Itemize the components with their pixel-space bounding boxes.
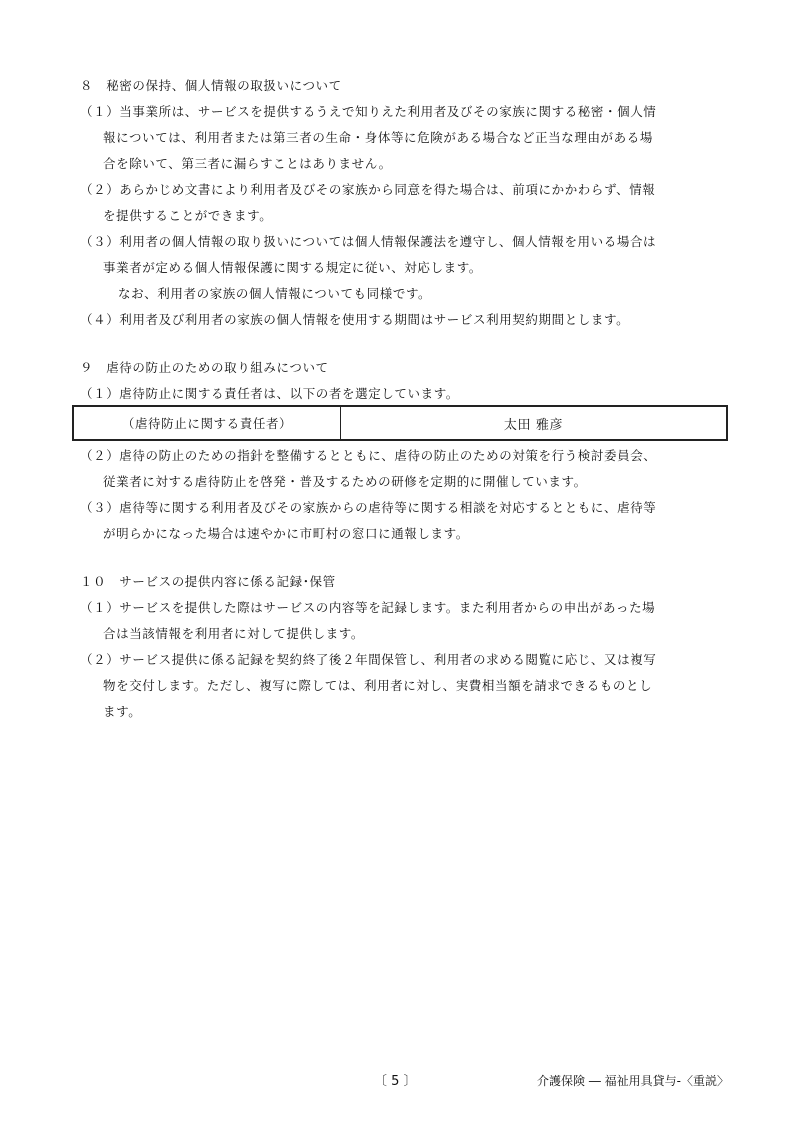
section-8-item-4-line-1: （４）利用者及び利用者の家族の個人情報を使用する期間はサービス利用契約期間とします。 bbox=[80, 312, 630, 327]
section-8-item-2-line-1: （２）あらかじめ文書により利用者及びその家族から同意を得た場合は、前項にかかわらず、情報 bbox=[80, 182, 656, 197]
officer-label-cell: （虐待防止に関する責任者） bbox=[74, 407, 341, 439]
section-10-item-1-line-2: 合は当該情報を利用者に対して提供します。 bbox=[103, 626, 365, 641]
section-8-item-3-line-2: 事業者が定める個人情報保護に関する規定に従い、対応します。 bbox=[103, 260, 482, 275]
section-8-item-3-line-1: （３）利用者の個人情報の取り扱いについては個人情報保護法を遵守し、個人情報を用いる場合は bbox=[80, 234, 657, 249]
section-9-item-3-line-1: （３）虐待等に関する利用者及びその家族からの虐待等に関する相談を対応するとともに、虐待等 bbox=[80, 500, 657, 515]
section-9-item-3-line-2: が明らかになった場合は速やかに市町村の窓口に通報します。 bbox=[103, 526, 469, 541]
section-8-item-1-line-2: 報については、利用者または第三者の生命・身体等に危険がある場合など正当な理由がある場 bbox=[103, 130, 653, 145]
document-footer-title: 介護保険 ― 福祉用具貸与‐〈重説〉 bbox=[537, 1074, 729, 1088]
page-number: 〔 5 〕 bbox=[374, 1074, 417, 1089]
section-8-item-1-line-3: 合を除いて、第三者に漏らすことはありません。 bbox=[103, 156, 392, 171]
section-8-item-1-line-1: （１）当事業所は、サービスを提供するうえで知りえた利用者及びその家族に関する秘密・個人情 bbox=[80, 104, 657, 119]
section-9-item-2-line-2: 従業者に対する虐待防止を啓発・普及するための研修を定期的に開催しています。 bbox=[103, 474, 587, 489]
section-9-heading: ９ 虐待の防止のための取り組みについて bbox=[80, 360, 329, 375]
section-8-item-3-line-3: なお、利用者の家族の個人情報についても同様です。 bbox=[118, 286, 432, 301]
section-10-item-1-line-1: （１）サービスを提供した際はサービスの内容等を記録します。また利用者からの申出があった場 bbox=[80, 600, 656, 615]
section-10-item-2-line-3: ます。 bbox=[103, 704, 142, 719]
officer-name-cell: 太田 雅彦 bbox=[503, 417, 564, 433]
section-9-item-1-line-1: （１）虐待防止に関する責任者は、以下の者を選定しています。 bbox=[80, 386, 459, 401]
section-10-item-2-line-2: 物を交付します。ただし、複写に際しては、利用者に対し、実費相当額を請求できるものとし bbox=[103, 678, 653, 693]
section-8-item-2-line-2: を提供することができます。 bbox=[103, 208, 273, 223]
abuse-prevention-officer-table bbox=[72, 405, 728, 441]
section-10-heading: １０ サービスの提供内容に係る記録･保管 bbox=[80, 574, 336, 589]
section-8-heading: ８ 秘密の保持、個人情報の取扱いについて bbox=[80, 78, 342, 93]
section-10-item-2-line-1: （２）サービス提供に係る記録を契約終了後２年間保管し、利用者の求める閲覧に応じ、又は複写 bbox=[80, 652, 657, 667]
section-9-item-2-line-1: （２）虐待の防止のための指針を整備するとともに、虐待の防止のための対策を行う検討委員会、 bbox=[80, 448, 657, 463]
